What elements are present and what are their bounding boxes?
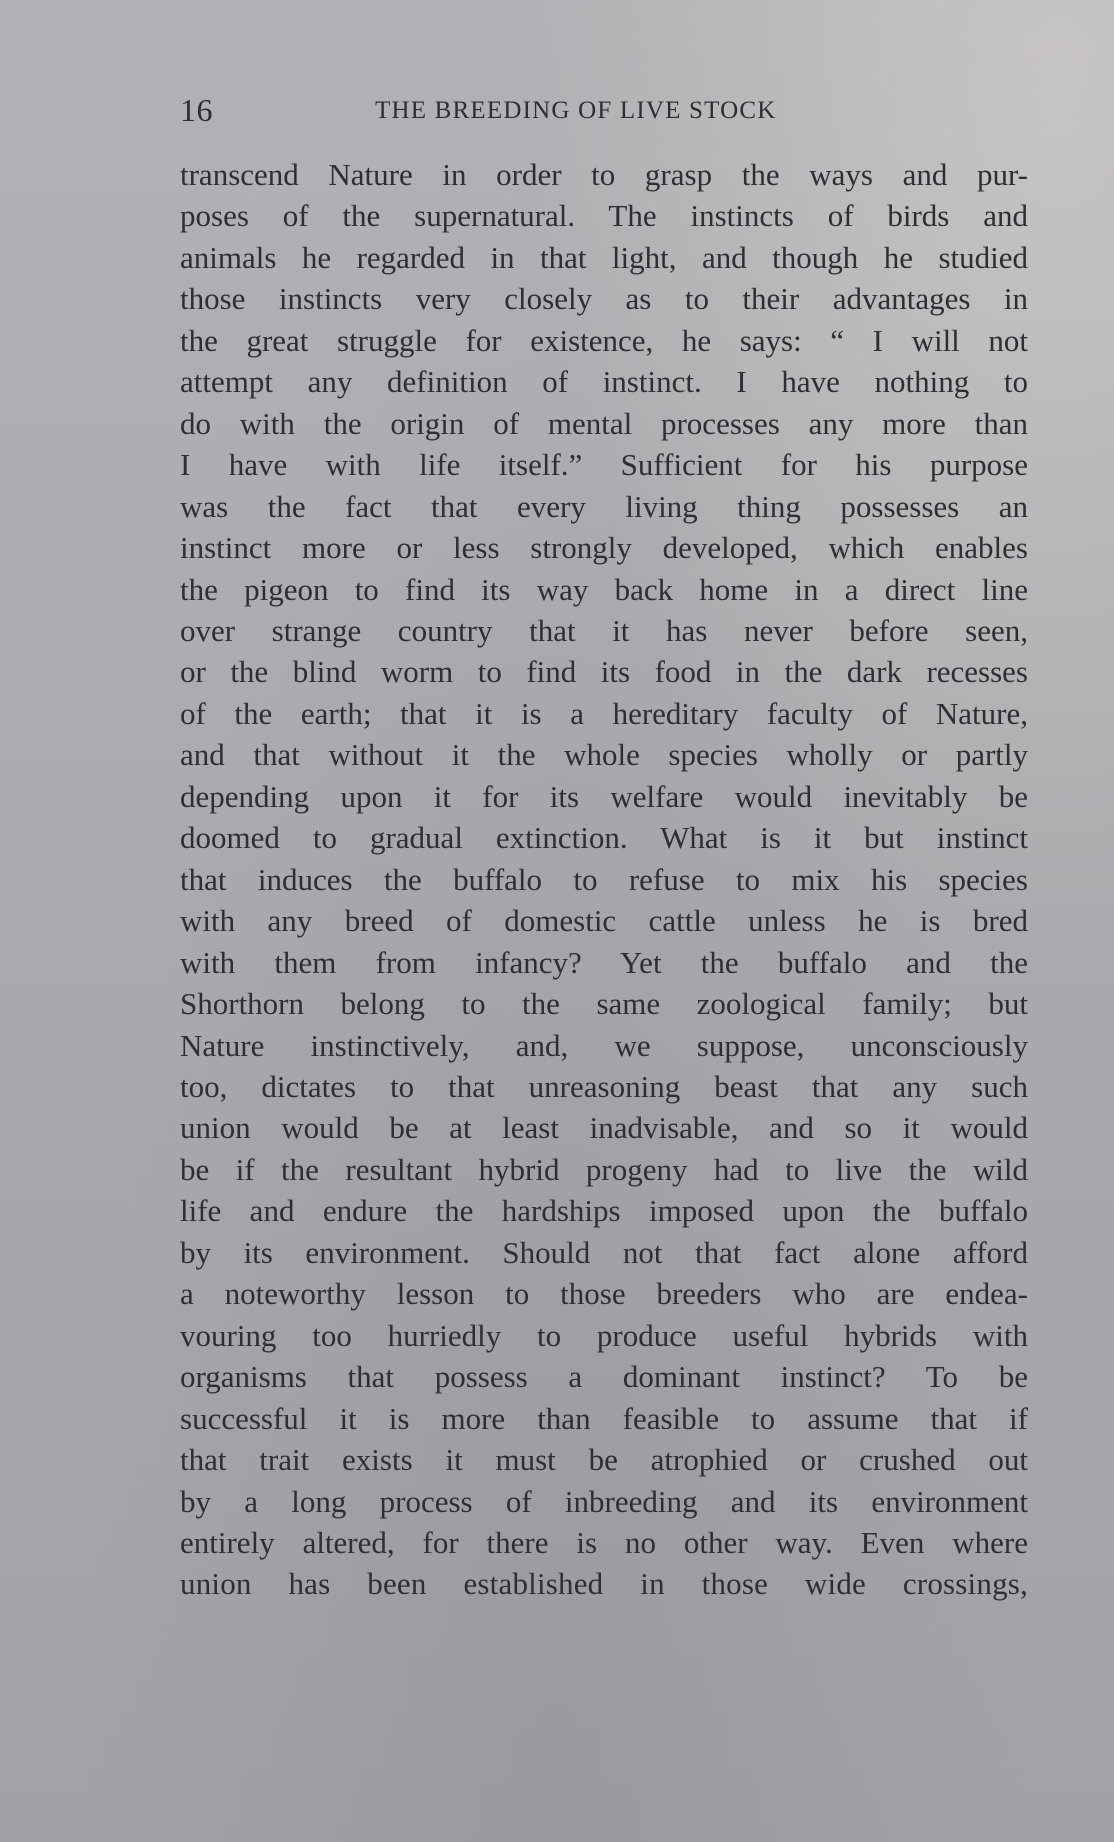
text-line: that trait exists it must be atrophied or crushed out [180, 1442, 1028, 1478]
text-line: Shorthorn belong to the same zoological family; but [180, 986, 1028, 1022]
text-line: Nature instinctively, and, we suppose, unconsciously [180, 1027, 1028, 1063]
text-line: poses of the supernatural. The instincts of birds and [180, 198, 1028, 234]
text-line: instinct more or less strongly developed, which enables [180, 530, 1028, 566]
text-line: entirely altered, for there is no other way. Even where [180, 1524, 1028, 1560]
text-line: was the fact that every living thing possesses an [180, 488, 1028, 524]
text-line: union would be at least inadvisable, and so it would [180, 1110, 1028, 1146]
text-line: and that without it the whole species wholly or partly [180, 737, 1028, 773]
text-line: too, dictates to that unreasoning beast that any such [180, 1068, 1028, 1104]
page-number: 16 [180, 92, 213, 128]
text-line: life and endure the hardships imposed upon the buffalo [180, 1193, 1028, 1229]
text-line: or the blind worm to find its food in the dark recesses [180, 654, 1028, 690]
text-line: that induces the buffalo to refuse to mix his species [180, 861, 1028, 897]
text-line: transcend Nature in order to grasp the ways and pur- [180, 157, 1028, 192]
text-line: with any breed of domestic cattle unless he is bred [180, 903, 1028, 939]
text-line: depending upon it for its welfare would inevitably be [180, 778, 1028, 814]
text-line: by a long process of inbreeding and its environment [180, 1483, 1028, 1519]
text-line: the pigeon to find its way back home in a direct line [180, 571, 1028, 607]
text-line: do with the origin of mental processes any more than [180, 405, 1028, 441]
text-line: organisms that possess a dominant instinct? To be [180, 1359, 1028, 1395]
text-line: doomed to gradual extinction. What is it but instinct [180, 820, 1028, 856]
text-line: I have with life itself.” Sufficient for his purpose [180, 447, 1028, 483]
text-line: with them from infancy? Yet the buffalo and the [180, 944, 1028, 980]
text-line: of the earth; that it is a hereditary faculty of Nature, [180, 695, 1028, 731]
text-line: vouring too hurriedly to produce useful hybrids with [180, 1317, 1028, 1353]
text-line: be if the resultant hybrid progeny had to live the wild [180, 1151, 1028, 1187]
text-line: by its environment. Should not that fact alone afford [180, 1234, 1028, 1270]
text-line: over strange country that it has never before seen, [180, 612, 1028, 648]
page-header [180, 92, 1020, 136]
body-text [180, 154, 1028, 1605]
text-line: union has been established in those wide crossings, [180, 1566, 1028, 1602]
text-line: those instincts very closely as to their advantages in [180, 281, 1028, 317]
running-title: THE BREEDING OF LIVE STOCK [375, 97, 777, 124]
text-line: the great struggle for existence, he says: “ I will not [180, 322, 1028, 358]
text-line: animals he regarded in that light, and though he studied [180, 239, 1028, 275]
text-line: attempt any definition of instinct. I have nothing to [180, 364, 1028, 400]
text-line: successful it is more than feasible to assume that if [180, 1400, 1028, 1436]
text-line: a noteworthy lesson to those breeders who are endea- [180, 1276, 1028, 1312]
